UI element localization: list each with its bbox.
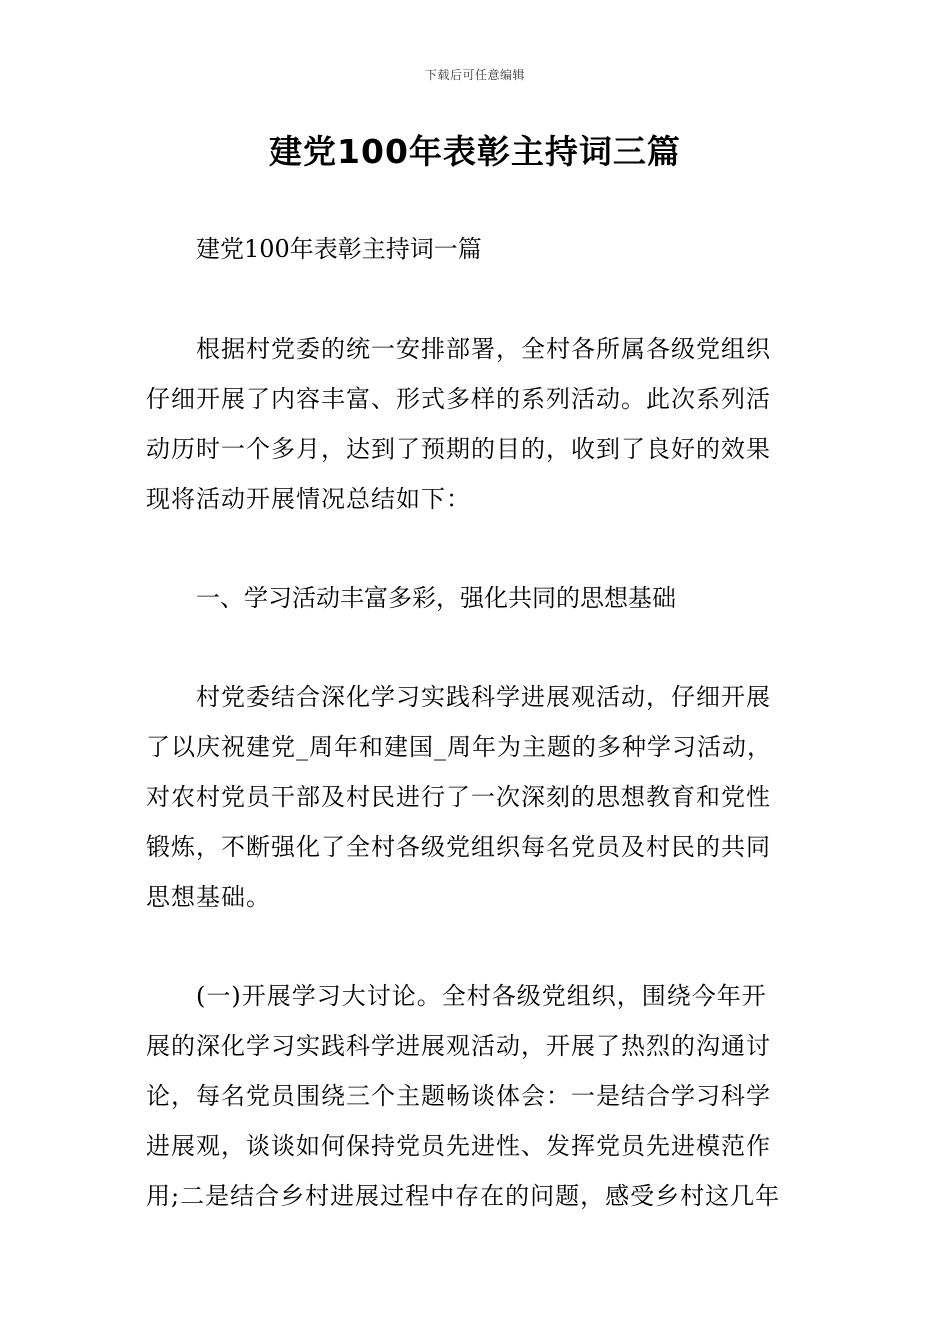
- paragraph-line: 现将活动开展情况总结如下：: [146, 485, 471, 513]
- paragraph-line: 对农村党员干部及村民进行了一次深刻的思想教育和党性: [146, 783, 771, 811]
- paragraph-line: 论，每名党员围绕三个主题畅谈体会：一是结合学习科学: [146, 1082, 771, 1110]
- paragraph-line: 了以庆祝建党_周年和建国_周年为主题的多种学习活动，: [146, 733, 772, 761]
- paragraph-line: (一)开展学习大讨论。全村各级党组织，围绕今年开: [196, 982, 767, 1010]
- paragraph-line: 锻炼，不断强化了全村各级党组织每名党员及村民的共同: [146, 833, 771, 861]
- paragraph-study-activities: [146, 680, 806, 930]
- paragraph-line: 村党委结合深化学习实践科学进展观活动，仔细开展: [196, 683, 771, 711]
- paragraph-line: 根据村党委的统一安排部署，全村各所属各级党组织: [196, 335, 771, 363]
- paragraph-discussion: [146, 979, 806, 1229]
- document-subtitle: 建党100年表彰主持词一篇: [196, 235, 482, 263]
- header-note: 下载后可任意编辑: [424, 68, 525, 82]
- paragraph-line: 进展观，谈谈如何保持党员先进性、发挥党员先进模范作: [146, 1132, 771, 1160]
- paragraph-intro: [146, 332, 806, 532]
- paragraph-line: 仔细开展了内容丰富、形式多样的系列活动。此次系列活: [146, 385, 771, 413]
- section-heading-1: 一、学习活动丰富多彩，强化共同的思想基础: [196, 584, 676, 612]
- paragraph-line: 思想基础。: [146, 883, 271, 911]
- paragraph-line: 动历时一个多月，达到了预期的目的，收到了良好的效果: [146, 435, 771, 463]
- paragraph-line: 展的深化学习实践科学进展观活动，开展了热烈的沟通讨: [146, 1032, 771, 1060]
- document-title: 建党100年表彰主持词三篇: [269, 132, 681, 171]
- paragraph-line: 用;二是结合乡村进展过程中存在的问题，感受乡村这几年: [146, 1182, 781, 1210]
